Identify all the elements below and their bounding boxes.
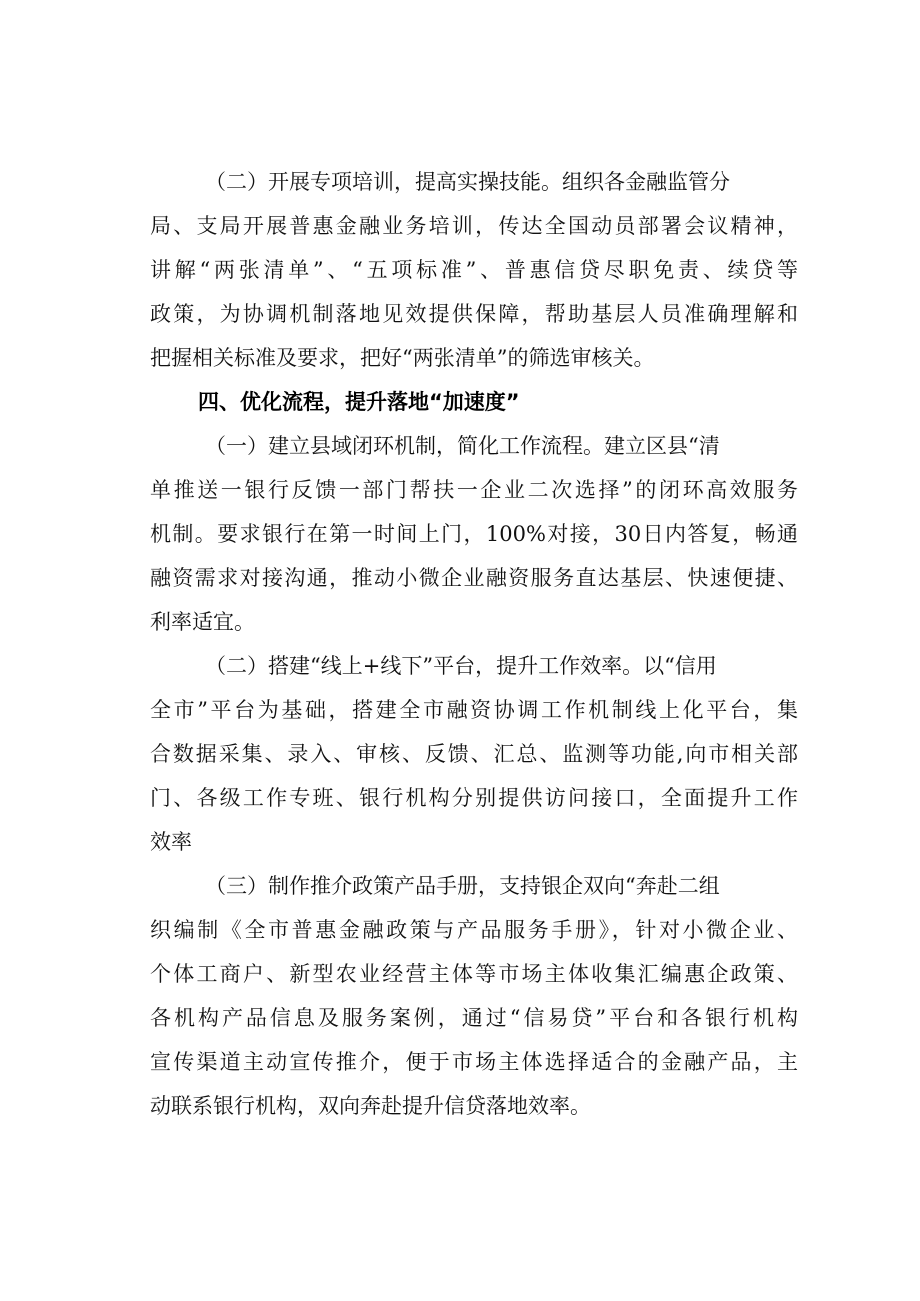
paragraph-line: 机制。要求银行在第一时间上门，100%对接，30日内答复，畅通 (150, 522, 798, 546)
paragraph-line: （三）制作推介政策产品手册，支持银企双向“奔赴二组 (205, 874, 720, 898)
paragraph-line: 融资需求对接沟通，推动小微企业融资服务直达基层、快速便捷、 (150, 566, 798, 590)
paragraph-line: 宣传渠道主动宣传推介，便于市场主体选择适合的金融产品，主 (150, 1050, 798, 1074)
paragraph-line: 效率 (150, 830, 192, 854)
paragraph-line: 单推送一银行反馈一部门帮扶一企业二次选择”的闭环高效服务 (150, 478, 798, 502)
paragraph-line: 门、各级工作专班、银行机构分别提供访问接口，全面提升工作 (150, 786, 798, 810)
paragraph-line: 把握相关标准及要求，把好“两张清单”的筛选审核关。 (150, 346, 655, 370)
paragraph-line: 各机构产品信息及服务案例，通过“信易贷”平台和各银行机构 (150, 1006, 798, 1030)
paragraph-line: 织编制《全市普惠金融政策与产品服务手册》，针对小微企业、 (150, 918, 798, 942)
paragraph-line: 讲解“两张清单”、“五项标准”、普惠信贷尽职免责、续贷等 (150, 258, 798, 282)
paragraph-line: 利率适宜。 (150, 610, 255, 634)
paragraph-line: （一）建立县域闭环机制，简化工作流程。建立区县“清 (205, 434, 720, 458)
paragraph-line: 个体工商户、新型农业经营主体等市场主体收集汇编惠企政策、 (150, 962, 798, 986)
paragraph-line: 全市”平台为基础，搭建全市融资协调工作机制线上化平台，集 (150, 698, 798, 722)
paragraph-line: （二）开展专项培训，提高实操技能。组织各金融监管分 (205, 170, 730, 194)
paragraph-line: 政策，为协调机制落地见效提供保障，帮助基层人员准确理解和 (150, 302, 798, 326)
paragraph-line: 合数据采集、录入、审核、反馈、汇总、监测等功能,向市相关部 (150, 742, 798, 766)
section-heading: 四、优化流程，提升落地“加速度” (198, 390, 520, 414)
paragraph-line: 动联系银行机构，双向奔赴提升信贷落地效率。 (150, 1094, 591, 1118)
paragraph-line: （二）搭建“线上+线下”平台，提升工作效率。以“信用 (205, 654, 717, 678)
paragraph-line: 局、支局开展普惠金融业务培训，传达全国动员部署会议精神， (150, 214, 798, 238)
